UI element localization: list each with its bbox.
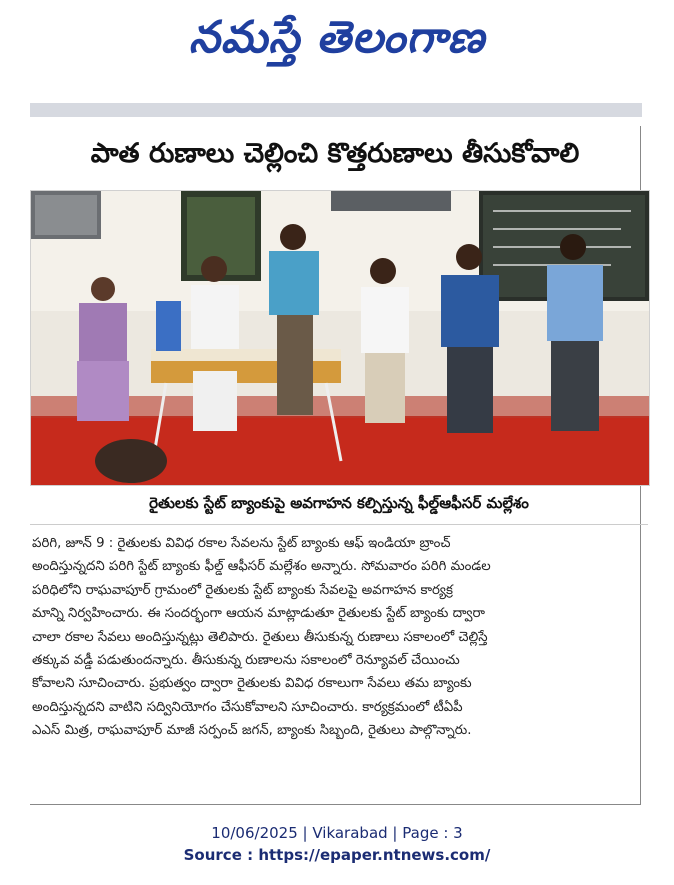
article-line: అందిస్తున్నదని పరిగి స్టేట్ బ్యాంకు ఫీల్డ్ ఆఫీసర్ మల్లేశం అన్నారు. సోమవారం పరిగి మండల	[32, 559, 491, 575]
edition-info	[0, 822, 674, 844]
article-line: అందిస్తున్నదని వాటిని సద్వినియోగం చేసుకోవాలని సూచించారు. కార్యక్రమంలో టీఏపీ	[32, 699, 463, 715]
article-line: తక్కువ వడ్డీ పడుతుందన్నారు. తీసుకున్న రుణాలను సకాలంలో రెన్యూవల్ చేయించు	[32, 653, 460, 669]
article-line: ఎఎస్ మిత్ర, రాఘవాపూర్ మాజీ సర్పంచ్ జగన్, బ్యాంకు సిబ్బంది, రైతులు పాల్గొన్నారు.	[32, 723, 472, 739]
source-link[interactable]: Source : https://epaper.ntnews.com/	[183, 846, 491, 864]
page-number: Page : 3	[402, 824, 463, 842]
photo-caption: రైతులకు స్టేట్ బ్యాంకుపై అవగాహన కల్పిస్తున్న ఫీల్డ్‌ఆఫీసర్ మల్లేశం	[149, 494, 529, 512]
header-rule	[30, 103, 642, 117]
edition-date: 10/06/2025	[211, 824, 298, 842]
separator: |	[387, 824, 403, 842]
article-line: కోవాలని సూచించారు. ప్రభుత్వం ద్వారా రైతులకు వివిధ రకాలుగా సేవలు తమ బ్యాంకు	[32, 676, 472, 692]
article-line: చాలా రకాల సేవలు అందిస్తున్నట్లు తెలిపారు. రైతులు తీసుకున్న రుణాలు సకాలంలో చెల్లిస్తే	[32, 629, 488, 645]
footer	[0, 822, 674, 866]
newspaper-logo: నమస్తే తెలంగాణ	[188, 12, 486, 63]
article-line: మాన్ని నిర్వహించారు. ఈ సందర్భంగా ఆయన మాట్లాడుతూ రైతులకు స్టేట్ బ్యాంకు ద్వారా	[32, 606, 485, 622]
news-photo-illustration	[31, 191, 649, 485]
masthead	[0, 4, 674, 82]
edition-name: Vikarabad	[312, 824, 388, 842]
separator: |	[297, 824, 313, 842]
caption-divider	[30, 524, 648, 525]
news-photo	[30, 190, 650, 486]
article-body	[32, 532, 646, 743]
headline-text: పాత రుణాలు చెల్లించి కొత్తరుణాలు తీసుకోవాలి	[90, 138, 580, 169]
article-line: పరిధిలోని రాఘవాపూర్ గ్రామంలో రైతులకు స్టేట్ బ్యాంకు సేవలపై అవగాహన కార్యక్ర	[32, 582, 453, 598]
article-line: పరిగి, జూన్ 9 : రైతులకు వివిధ రకాల సేవలను స్టేట్ బ్యాంకు ఆఫ్ ఇండియా బ్రాంచ్	[32, 536, 451, 551]
headline	[30, 134, 640, 180]
